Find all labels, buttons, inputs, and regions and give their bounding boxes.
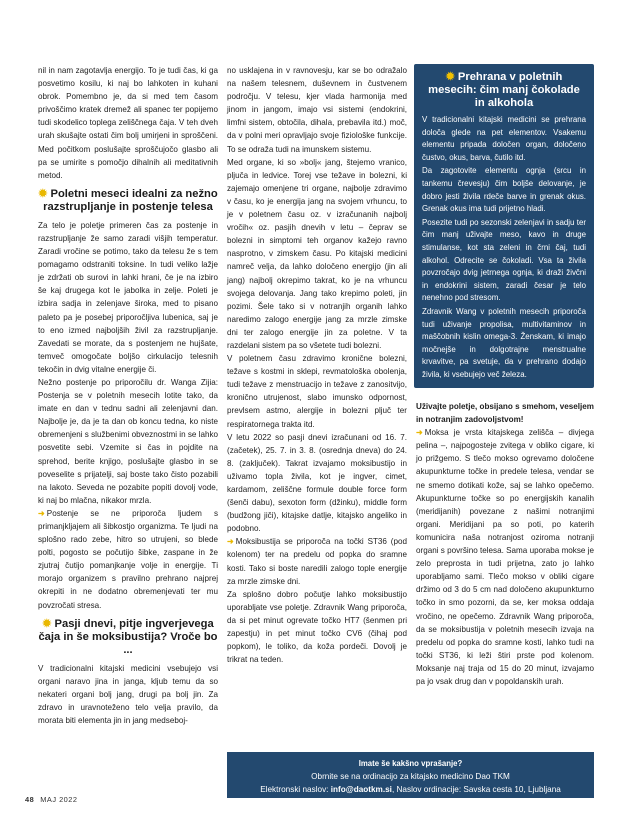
sun-bullet-icon: ✹ — [445, 71, 455, 83]
info-line: Obrnite se na ordinacijo za kitajsko medicino Dao TKM — [311, 772, 510, 781]
paragraph: Med organe, ki so »bolj« jang, štejemo vranico, pljuča in ledvice. Torej vse težave in bolezni, ki zajemajo omenjene tri organe, najbolje zdravimo v času, ko je energija jang na svojem vrhuncu, to je v poletnem času oz. v izračunanih najbolj vročih« oz. pasjih dnevih v letu – čeprav se bolezni in simptomi teh organov kažejo ravno nasprotno, v zimskem času. Po kitajski medicini namreč velja, da lahko določeno energijo (jin ali jang) najbolj okrepimo takrat, ko je na vrhuncu svojega delovanja. Jang tako krepimo poleti, jin pozimi. Šele tako si v notranjih organih lahko naredimo zalogo energije jang za mrzle zimske dni ter zalogo energije jin za poletne. V ta razdelani sistem pa so všetete tudi bolezni. — [227, 157, 407, 350]
paragraph: Za telo je poletje primeren čas za postenje in razstrupljanje že samo zaradi višjih temperatur. Zaradi vročine se potimo, tako da telesu že s tem pomagamo odstraniti toksine. In tudi veliko lažje je zdržati ob surovi in lahki hrani, če je na izbiro še kaj drugega kot le jabolka in zelje. Poleti je izbira sadja in zelenjave široka, med to pisano paleto pa je posebej priporočljiva lubenica, saj je to eno izmed najboljših živil za razstrupljanje. Zavedati se morate, da s postenjem ne hujšate, temveč omogočate boljšo cirkulacijo telesnih tekočin in dvig vitalne energije či. — [38, 220, 218, 374]
sidebar-paragraph: Zdravnik Wang v poletnih mesecih priporoča tudi uživanje propolisa, multivitaminov in maščobnih kislin omega-3. Ženskam, ki imajo močnejše in dolgotrajne menstrualne krvavitve, pa svetuje, da v prehrano dodajo živila, ki vsebujejo več železa. — [422, 306, 586, 379]
paragraph: V letu 2022 so pasji dnevi izračunani od 16. 7. (začetek), 25. 7. in 3. 8. (osrednja dneva) do 24. 8. (zaključek). Takrat izvajamo moksibustijo in uživamo topla živila, kot je ingver, cimet, kardamom, zeliščne formule double force form (šenči dabu), sexoton form (džinku), middle form (budžong jiči), kitajske datlje, kitajsko angeliko in podobno. — [227, 432, 407, 534]
lead-sentence: Uživajte poletje, obsijano s smehom, veseljem in notranjim zadovoljstvom! — [416, 402, 594, 425]
paragraph-with-arrow: ➜ Postenje se ne priporoča ljudem s primanjkljajem ali šibkostjo organizma. Te ljudi na splošno rado zebe, hitro so utrujeni, so blede polti, pogosto se počutijo šibke, zaspane in že zjutraj čutijo pomanjkanje volje in energije. Ti morajo organizem s pravilno prehrano najprej okrepiti in ne dodatno obremenjevati ter mu povzročati stresa. — [38, 508, 218, 610]
article-column-3 — [416, 400, 594, 688]
page-footer — [25, 795, 78, 804]
info-contact-line — [227, 783, 594, 796]
issue-label: MAJ 2022 — [40, 795, 78, 804]
paragraph-with-arrow: ➜ Moksa je vrsta kitajskega zelišča – divjega pelina –, najpogosteje zvitega v obliko cigare, ki jo prižgemo. S tlečo mokso ogrevamo določene akupunkturne točke in predele telesa, vendar se ne smemo dotikati kože, saj se lahko opečemo. Akupunkturne točke so po energijskih kanalih (meridijanih) povezane z našimi notranjimi organi. Meridijani pa so poti, po katerih komunicira naša notranjost oziroma notranji organi s površino telesa. Sama uporaba mokse je zelo preprosta in tudi prijetna, zato jo lahko uporabljamo sami. Tlečo mokso v obliki cigare držimo od 3 do 5 cm nad določeno akupunkturno točko in smo pozorni, da se, ker moksa oddaja vročino, ne opečemo. Zdravnik Wang priporoča, da se moksibustija v poletnih mesecih izvaja na predelu od popka do sramne kosti, lahko tudi na točki ST36, ki leži štiri prste pod kolenom. Moksanje naj traja od 15 do 20 minut, izvajamo pa jo vsak drug dan v popoldanskih urah. — [416, 428, 594, 686]
email-label: Elektronski naslov: — [260, 785, 331, 794]
page-number: 48 — [25, 795, 35, 804]
arrow-right-icon: ➜ — [38, 508, 45, 518]
paragraph-with-arrow: ➜ Moksibustija se priporoča na točki ST36 (pod kolenom) ter na predelu od popka do sramne kosti. Tako si boste naredili zalogo toplе energije za mrzle zimske dni. — [227, 537, 407, 586]
article-column-2 — [227, 64, 407, 666]
arrow-right-icon: ➜ — [416, 428, 423, 438]
contact-info-box — [227, 752, 594, 798]
sun-bullet-icon: ✹ — [42, 617, 52, 630]
paragraph: V poletnem času zdravimo kronične bolezni, težave s kostmi in sklepi, revmatološka obolenja, tudi težave z menstruacijo in težave z zanositvijo, kronično utrujenost, slabo imunsko odpornost, prevlsem astmo, alergije in bolezni pljuč ter respiratornega trakta itd. — [227, 354, 407, 429]
sidebar-paragraph: V tradicionalni kitajski medicini se prehrana določa glede na pet elementov. Vsakemu elementu pripada določen organ, določeno čustvo, okus, barva, čutilo itd. — [422, 115, 586, 162]
sidebar-paragraph: Da zagotovite elementu ognja (srcu in tankemu črevesju) čim boljše delovanje, je dobro jesti živila rdeče barve in grenak okus. Grenak okus ima tudi prijetno hladi. — [422, 166, 586, 214]
section-heading-fasting: ✹ Poletni meseci idealni za nežno razstrupljanje in postenje telesa — [38, 187, 218, 213]
article-column-1 — [38, 64, 218, 727]
paragraph: V tradicionalni kitajski medicini vsebujejo vsi organi naravo jina in janga, kljub temu da so nekateri organi bolj jang, drugi pa bolj jin. Za zdravo in uravnoteženo telo velja pravilo, da morata biti elementa jin in jang medseboj- — [38, 663, 218, 726]
sidebar-title: ✹ Prehrana v poletnih mesecih: čim manj čokolade in alkohola — [428, 71, 580, 109]
arrow-right-icon: ➜ — [227, 537, 234, 547]
address-text: , Naslov ordinacije: Savska cesta 10, Ljubljana — [391, 785, 561, 794]
nutrition-sidebar-box — [414, 64, 594, 388]
paragraph: no usklajena in v ravnovesju, kar se bo odražalo na našem telesnem, duševnem in čustvenem področju. V telesu, kjer vlada harmonija med jinom in jangom, imajo vsi sistemi (endokrini, limfni sistem, obtočila, dihala, prebavila itd.) moč, da v polni meri opravljajo svoje fiziološke funkcije. To se odraža tudi na imunskem sistemu. — [227, 66, 407, 154]
sun-bullet-icon: ✹ — [38, 187, 48, 200]
paragraph: nil in nam zagotavlja energijo. To je tudi čas, ki ga posvetimo kosilu, ki naj bo lahkoten in kuhani obrok. Pomembno je, da si med tem časom privoščimo kratek dremež ali spanec ter popijemo tudi skodelico toplega zeliščnega čaja. V teh dveh urah skušajte ostati čim bolj umirjeni in sproščeni. Med počitkom poslušajte sproščujočo glasbo ali pa se umirite s pomočjo dihalnih ali meditativnih metod. — [38, 66, 218, 180]
section-heading-dog-days: ✹ Pasji dnevi, pitje ingverjevega čaja in še moksibustija? Vroče bo ... — [38, 617, 218, 656]
info-heading: Imate še kakšno vprašanje? — [358, 759, 463, 768]
sidebar-paragraph: Posezite tudi po sezonski zelenjavi in sadju ter čim manj uživajte meso, kavo in druge stimulanse, kot sta zeleni in črni čaj, tudi alkohol. Odrecite se čokoladi. Vsa ta živila povzročajo dvig jetrnega ognja, ki draži živčni in endokrini sistem, zaradi česar je telo nenehno pod stresom. — [422, 217, 586, 303]
paragraph: Nežno postenje po priporočilu dr. Wanga Zijia: Postenja se v poletnih mesecih lotite tako, da imate en dan v tednu sadni ali zelenjavni dan. Najbolje je, da je ta dan ob koncu tedna, ko niste obremenjeni s službenimi obveznostmi in se lahko posvetite sebi. Vzemite si čas in pojdite na sprehod, berite knjigo, poslušajte glasbo in se poveselite s prijatelji, saj boste tako čisto pozabili na lakoto. Seveda ne pozabite popiti dovolj vode, ki naj bo mlačna, nikakor mrzla. — [38, 377, 218, 505]
email-link[interactable]: info@daotkm.si — [330, 785, 392, 794]
paragraph: Za splošno dobro počutje lahko moksibustijo uporabljate vse poletje. Zdravnik Wang priporoča, da si pet minut ogrevate točko HT7 (šenmen pri zapestju) in pet minut točko CV6 (čihaj pod popkom), le toliko, da koža pordeči. Dovolj je trikrat na teden. — [227, 589, 407, 665]
